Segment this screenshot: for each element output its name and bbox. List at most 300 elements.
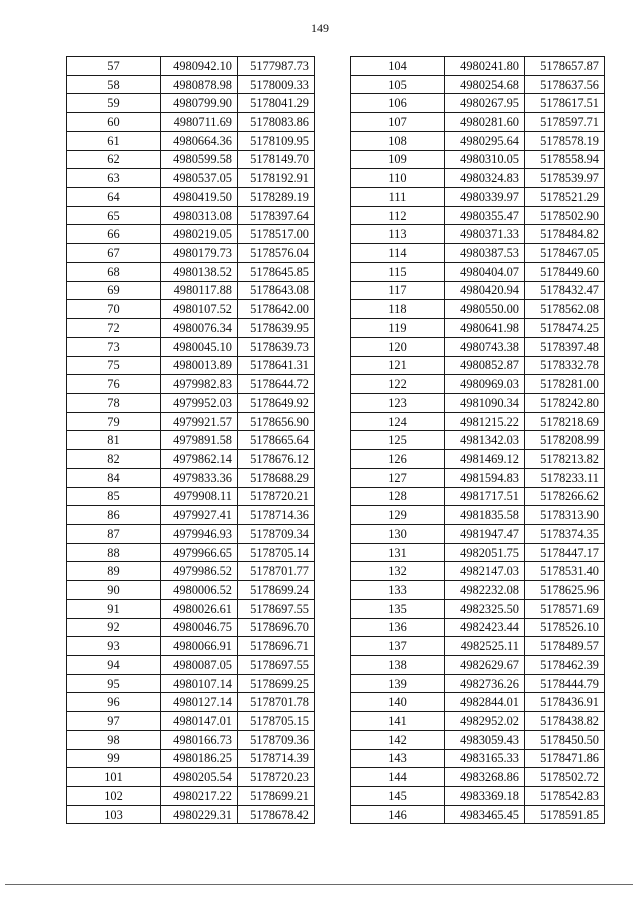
table-row	[67, 393, 315, 412]
x-coordinate-cell: 4981835.58	[445, 506, 525, 525]
table-row	[351, 150, 605, 169]
point-number-cell: 94	[67, 656, 161, 675]
y-coordinate-cell: 5178642.00	[238, 300, 315, 319]
table-row	[67, 805, 315, 824]
point-number-cell: 136	[351, 618, 445, 637]
table-row	[351, 674, 605, 693]
point-number-cell: 60	[67, 113, 161, 132]
y-coordinate-cell: 5178562.08	[525, 300, 605, 319]
y-coordinate-cell: 5178709.36	[238, 730, 315, 749]
y-coordinate-cell: 5178502.90	[525, 206, 605, 225]
y-coordinate-cell: 5178714.39	[238, 749, 315, 768]
point-number-cell: 81	[67, 431, 161, 450]
x-coordinate-cell: 4980107.14	[161, 674, 238, 693]
y-coordinate-cell: 5177987.73	[238, 57, 315, 76]
point-number-cell: 102	[67, 787, 161, 806]
point-number-cell: 65	[67, 206, 161, 225]
table-row	[67, 206, 315, 225]
y-coordinate-cell: 5178449.60	[525, 262, 605, 281]
table-row	[67, 506, 315, 525]
y-coordinate-cell: 5178266.62	[525, 487, 605, 506]
y-coordinate-cell: 5178571.69	[525, 599, 605, 618]
point-number-cell: 78	[67, 393, 161, 412]
y-coordinate-cell: 5178699.25	[238, 674, 315, 693]
x-coordinate-cell: 4980046.75	[161, 618, 238, 637]
point-number-cell: 131	[351, 543, 445, 562]
x-coordinate-cell: 4981594.83	[445, 468, 525, 487]
x-coordinate-cell: 4980799.90	[161, 94, 238, 113]
x-coordinate-cell: 4980355.47	[445, 206, 525, 225]
y-coordinate-cell: 5178676.12	[238, 450, 315, 469]
point-number-cell: 57	[67, 57, 161, 76]
y-coordinate-cell: 5178578.19	[525, 131, 605, 150]
point-number-cell: 82	[67, 450, 161, 469]
table-row	[351, 749, 605, 768]
y-coordinate-cell: 5178656.90	[238, 412, 315, 431]
y-coordinate-cell: 5178083.86	[238, 113, 315, 132]
x-coordinate-cell: 4980371.33	[445, 225, 525, 244]
point-number-cell: 87	[67, 524, 161, 543]
table-row	[351, 524, 605, 543]
y-coordinate-cell: 5178643.08	[238, 281, 315, 300]
y-coordinate-cell: 5178709.34	[238, 524, 315, 543]
y-coordinate-cell: 5178597.71	[525, 113, 605, 132]
point-number-cell: 129	[351, 506, 445, 525]
y-coordinate-cell: 5178678.42	[238, 805, 315, 824]
x-coordinate-cell: 4982147.03	[445, 562, 525, 581]
x-coordinate-cell: 4983165.33	[445, 749, 525, 768]
y-coordinate-cell: 5178531.40	[525, 562, 605, 581]
y-coordinate-cell: 5178242.80	[525, 393, 605, 412]
x-coordinate-cell: 4980295.64	[445, 131, 525, 150]
bottom-rule	[5, 884, 633, 885]
x-coordinate-cell: 4980537.05	[161, 169, 238, 188]
point-number-cell: 114	[351, 244, 445, 263]
table-row	[67, 730, 315, 749]
table-row	[351, 412, 605, 431]
x-coordinate-cell: 4980599.58	[161, 150, 238, 169]
x-coordinate-cell: 4982736.26	[445, 674, 525, 693]
x-coordinate-cell: 4980420.94	[445, 281, 525, 300]
table-row	[67, 599, 315, 618]
x-coordinate-cell: 4979891.58	[161, 431, 238, 450]
point-number-cell: 99	[67, 749, 161, 768]
point-number-cell: 108	[351, 131, 445, 150]
table-row	[67, 618, 315, 637]
x-coordinate-cell: 4980219.05	[161, 225, 238, 244]
point-number-cell: 128	[351, 487, 445, 506]
table-row	[67, 169, 315, 188]
point-number-cell: 137	[351, 637, 445, 656]
x-coordinate-cell: 4980006.52	[161, 581, 238, 600]
x-coordinate-cell: 4979862.14	[161, 450, 238, 469]
y-coordinate-cell: 5178688.29	[238, 468, 315, 487]
table-row	[351, 57, 605, 76]
table-row	[67, 749, 315, 768]
y-coordinate-cell: 5178192.91	[238, 169, 315, 188]
point-number-cell: 118	[351, 300, 445, 319]
x-coordinate-cell: 4980205.54	[161, 768, 238, 787]
table-row	[351, 113, 605, 132]
table-row	[351, 225, 605, 244]
x-coordinate-cell: 4980942.10	[161, 57, 238, 76]
y-coordinate-cell: 5178149.70	[238, 150, 315, 169]
table-row	[351, 450, 605, 469]
y-coordinate-cell: 5178542.83	[525, 787, 605, 806]
x-coordinate-cell: 4981215.22	[445, 412, 525, 431]
y-coordinate-cell: 5178474.25	[525, 319, 605, 338]
x-coordinate-cell: 4980324.83	[445, 169, 525, 188]
table-row	[351, 356, 605, 375]
x-coordinate-cell: 4982952.02	[445, 712, 525, 731]
table-row	[67, 244, 315, 263]
y-coordinate-cell: 5178397.64	[238, 206, 315, 225]
table-row	[351, 319, 605, 338]
table-row	[351, 805, 605, 824]
y-coordinate-cell: 5178447.17	[525, 543, 605, 562]
table-row	[67, 375, 315, 394]
point-number-cell: 135	[351, 599, 445, 618]
y-coordinate-cell: 5178714.36	[238, 506, 315, 525]
x-coordinate-cell: 4980186.25	[161, 749, 238, 768]
point-number-cell: 66	[67, 225, 161, 244]
x-coordinate-cell: 4980267.95	[445, 94, 525, 113]
y-coordinate-cell: 5178526.10	[525, 618, 605, 637]
table-row	[67, 581, 315, 600]
y-coordinate-cell: 5178489.57	[525, 637, 605, 656]
table-row	[351, 393, 605, 412]
table-row	[351, 337, 605, 356]
x-coordinate-cell: 4980550.00	[445, 300, 525, 319]
table-row	[67, 693, 315, 712]
table-row	[67, 225, 315, 244]
y-coordinate-cell: 5178641.31	[238, 356, 315, 375]
coordinates-table-left	[66, 56, 315, 824]
point-number-cell: 69	[67, 281, 161, 300]
y-coordinate-cell: 5178705.15	[238, 712, 315, 731]
point-number-cell: 64	[67, 188, 161, 207]
table-row	[67, 75, 315, 94]
x-coordinate-cell: 4980664.36	[161, 131, 238, 150]
x-coordinate-cell: 4979986.52	[161, 562, 238, 581]
x-coordinate-cell: 4983059.43	[445, 730, 525, 749]
x-coordinate-cell: 4980254.68	[445, 75, 525, 94]
x-coordinate-cell: 4980087.05	[161, 656, 238, 675]
table-row	[67, 262, 315, 281]
y-coordinate-cell: 5178041.29	[238, 94, 315, 113]
point-number-cell: 101	[67, 768, 161, 787]
point-number-cell: 97	[67, 712, 161, 731]
x-coordinate-cell: 4980229.31	[161, 805, 238, 824]
point-number-cell: 104	[351, 57, 445, 76]
table-row	[67, 94, 315, 113]
table-row	[67, 319, 315, 338]
point-number-cell: 130	[351, 524, 445, 543]
table-row	[351, 188, 605, 207]
y-coordinate-cell: 5178637.56	[525, 75, 605, 94]
table-row	[351, 730, 605, 749]
table-row	[67, 281, 315, 300]
table-row	[351, 431, 605, 450]
table-row	[67, 431, 315, 450]
point-number-cell: 73	[67, 337, 161, 356]
x-coordinate-cell: 4979946.93	[161, 524, 238, 543]
point-number-cell: 59	[67, 94, 161, 113]
y-coordinate-cell: 5178484.82	[525, 225, 605, 244]
coordinates-table-right	[350, 56, 605, 824]
point-number-cell: 62	[67, 150, 161, 169]
y-coordinate-cell: 5178374.35	[525, 524, 605, 543]
y-coordinate-cell: 5178701.77	[238, 562, 315, 581]
x-coordinate-cell: 4980066.91	[161, 637, 238, 656]
point-number-cell: 92	[67, 618, 161, 637]
table-row	[351, 169, 605, 188]
point-number-cell: 141	[351, 712, 445, 731]
x-coordinate-cell: 4980711.69	[161, 113, 238, 132]
point-number-cell: 79	[67, 412, 161, 431]
x-coordinate-cell: 4980166.73	[161, 730, 238, 749]
point-number-cell: 127	[351, 468, 445, 487]
x-coordinate-cell: 4981469.12	[445, 450, 525, 469]
y-coordinate-cell: 5178697.55	[238, 656, 315, 675]
table-row	[351, 131, 605, 150]
table-row	[351, 618, 605, 637]
page-number: 149	[311, 21, 329, 35]
x-coordinate-cell: 4982232.08	[445, 581, 525, 600]
x-coordinate-cell: 4980026.61	[161, 599, 238, 618]
table-row	[351, 637, 605, 656]
x-coordinate-cell: 4980743.38	[445, 337, 525, 356]
y-coordinate-cell: 5178438.82	[525, 712, 605, 731]
table-row	[351, 599, 605, 618]
point-number-cell: 143	[351, 749, 445, 768]
x-coordinate-cell: 4982629.67	[445, 656, 525, 675]
x-coordinate-cell: 4981947.47	[445, 524, 525, 543]
table-row	[351, 787, 605, 806]
point-number-cell: 86	[67, 506, 161, 525]
point-number-cell: 93	[67, 637, 161, 656]
x-coordinate-cell: 4980419.50	[161, 188, 238, 207]
point-number-cell: 113	[351, 225, 445, 244]
x-coordinate-cell: 4979908.11	[161, 487, 238, 506]
y-coordinate-cell: 5178639.95	[238, 319, 315, 338]
y-coordinate-cell: 5178696.70	[238, 618, 315, 637]
x-coordinate-cell: 4980339.97	[445, 188, 525, 207]
point-number-cell: 96	[67, 693, 161, 712]
point-number-cell: 121	[351, 356, 445, 375]
y-coordinate-cell: 5178517.00	[238, 225, 315, 244]
table-row	[67, 356, 315, 375]
y-coordinate-cell: 5178521.29	[525, 188, 605, 207]
y-coordinate-cell: 5178696.71	[238, 637, 315, 656]
y-coordinate-cell: 5178444.79	[525, 674, 605, 693]
x-coordinate-cell: 4979982.83	[161, 375, 238, 394]
table-row	[351, 300, 605, 319]
x-coordinate-cell: 4979927.41	[161, 506, 238, 525]
point-number-cell: 111	[351, 188, 445, 207]
table-row	[67, 188, 315, 207]
point-number-cell: 88	[67, 543, 161, 562]
point-number-cell: 115	[351, 262, 445, 281]
point-number-cell: 75	[67, 356, 161, 375]
y-coordinate-cell: 5178281.00	[525, 375, 605, 394]
x-coordinate-cell: 4980969.03	[445, 375, 525, 394]
y-coordinate-cell: 5178471.86	[525, 749, 605, 768]
point-number-cell: 133	[351, 581, 445, 600]
y-coordinate-cell: 5178699.24	[238, 581, 315, 600]
table-row	[351, 487, 605, 506]
point-number-cell: 132	[351, 562, 445, 581]
x-coordinate-cell: 4980147.01	[161, 712, 238, 731]
y-coordinate-cell: 5178720.23	[238, 768, 315, 787]
table-row	[67, 768, 315, 787]
table-row	[67, 487, 315, 506]
y-coordinate-cell: 5178109.95	[238, 131, 315, 150]
point-number-cell: 122	[351, 375, 445, 394]
table-row	[67, 637, 315, 656]
point-number-cell: 106	[351, 94, 445, 113]
table-row	[351, 581, 605, 600]
x-coordinate-cell: 4982423.44	[445, 618, 525, 637]
x-coordinate-cell: 4980241.80	[445, 57, 525, 76]
point-number-cell: 107	[351, 113, 445, 132]
point-number-cell: 89	[67, 562, 161, 581]
point-number-cell: 146	[351, 805, 445, 824]
point-number-cell: 103	[67, 805, 161, 824]
y-coordinate-cell: 5178397.48	[525, 337, 605, 356]
y-coordinate-cell: 5178213.82	[525, 450, 605, 469]
x-coordinate-cell: 4980179.73	[161, 244, 238, 263]
x-coordinate-cell: 4982325.50	[445, 599, 525, 618]
x-coordinate-cell: 4981342.03	[445, 431, 525, 450]
point-number-cell: 144	[351, 768, 445, 787]
y-coordinate-cell: 5178644.72	[238, 375, 315, 394]
y-coordinate-cell: 5178289.19	[238, 188, 315, 207]
table-row	[67, 150, 315, 169]
y-coordinate-cell: 5178576.04	[238, 244, 315, 263]
point-number-cell: 91	[67, 599, 161, 618]
point-number-cell: 98	[67, 730, 161, 749]
table-row	[67, 562, 315, 581]
y-coordinate-cell: 5178233.11	[525, 468, 605, 487]
y-coordinate-cell: 5178697.55	[238, 599, 315, 618]
table-row	[67, 712, 315, 731]
x-coordinate-cell: 4982051.75	[445, 543, 525, 562]
point-number-cell: 85	[67, 487, 161, 506]
table-row	[351, 244, 605, 263]
point-number-cell: 105	[351, 75, 445, 94]
table-row	[67, 524, 315, 543]
y-coordinate-cell: 5178218.69	[525, 412, 605, 431]
point-number-cell: 61	[67, 131, 161, 150]
point-number-cell: 67	[67, 244, 161, 263]
x-coordinate-cell: 4980310.05	[445, 150, 525, 169]
table-row	[67, 450, 315, 469]
point-number-cell: 123	[351, 393, 445, 412]
point-number-cell: 84	[67, 468, 161, 487]
y-coordinate-cell: 5178625.96	[525, 581, 605, 600]
table-row	[351, 768, 605, 787]
x-coordinate-cell: 4980641.98	[445, 319, 525, 338]
x-coordinate-cell: 4980313.08	[161, 206, 238, 225]
point-number-cell: 95	[67, 674, 161, 693]
table-row	[351, 262, 605, 281]
x-coordinate-cell: 4980281.60	[445, 113, 525, 132]
point-number-cell: 72	[67, 319, 161, 338]
x-coordinate-cell: 4980387.53	[445, 244, 525, 263]
point-number-cell: 142	[351, 730, 445, 749]
y-coordinate-cell: 5178558.94	[525, 150, 605, 169]
point-number-cell: 109	[351, 150, 445, 169]
table-row	[351, 693, 605, 712]
point-number-cell: 119	[351, 319, 445, 338]
table-row	[351, 468, 605, 487]
x-coordinate-cell: 4980878.98	[161, 75, 238, 94]
table-row	[67, 543, 315, 562]
y-coordinate-cell: 5178701.78	[238, 693, 315, 712]
point-number-cell: 68	[67, 262, 161, 281]
x-coordinate-cell: 4980013.89	[161, 356, 238, 375]
x-coordinate-cell: 4980404.07	[445, 262, 525, 281]
point-number-cell: 126	[351, 450, 445, 469]
y-coordinate-cell: 5178502.72	[525, 768, 605, 787]
table-row	[351, 375, 605, 394]
x-coordinate-cell: 4980138.52	[161, 262, 238, 281]
table-row	[67, 337, 315, 356]
x-coordinate-cell: 4980127.14	[161, 693, 238, 712]
point-number-cell: 138	[351, 656, 445, 675]
point-number-cell: 112	[351, 206, 445, 225]
point-number-cell: 120	[351, 337, 445, 356]
table-row	[351, 543, 605, 562]
x-coordinate-cell: 4980852.87	[445, 356, 525, 375]
y-coordinate-cell: 5178705.14	[238, 543, 315, 562]
point-number-cell: 145	[351, 787, 445, 806]
y-coordinate-cell: 5178467.05	[525, 244, 605, 263]
x-coordinate-cell: 4983268.86	[445, 768, 525, 787]
y-coordinate-cell: 5178313.90	[525, 506, 605, 525]
table-row	[351, 712, 605, 731]
x-coordinate-cell: 4979921.57	[161, 412, 238, 431]
x-coordinate-cell: 4980045.10	[161, 337, 238, 356]
table-row	[67, 787, 315, 806]
y-coordinate-cell: 5178462.39	[525, 656, 605, 675]
table-row	[351, 94, 605, 113]
table-row	[351, 281, 605, 300]
y-coordinate-cell: 5178450.50	[525, 730, 605, 749]
point-number-cell: 76	[67, 375, 161, 394]
point-number-cell: 58	[67, 75, 161, 94]
point-number-cell: 125	[351, 431, 445, 450]
y-coordinate-cell: 5178436.91	[525, 693, 605, 712]
x-coordinate-cell: 4979966.65	[161, 543, 238, 562]
y-coordinate-cell: 5178639.73	[238, 337, 315, 356]
point-number-cell: 117	[351, 281, 445, 300]
y-coordinate-cell: 5178617.51	[525, 94, 605, 113]
x-coordinate-cell: 4983369.18	[445, 787, 525, 806]
table-row	[351, 656, 605, 675]
x-coordinate-cell: 4981090.34	[445, 393, 525, 412]
x-coordinate-cell: 4980117.88	[161, 281, 238, 300]
x-coordinate-cell: 4980217.22	[161, 787, 238, 806]
table-row	[351, 562, 605, 581]
table-row	[67, 113, 315, 132]
point-number-cell: 110	[351, 169, 445, 188]
table-row	[67, 656, 315, 675]
table-row	[67, 468, 315, 487]
y-coordinate-cell: 5178645.85	[238, 262, 315, 281]
table-row	[67, 131, 315, 150]
